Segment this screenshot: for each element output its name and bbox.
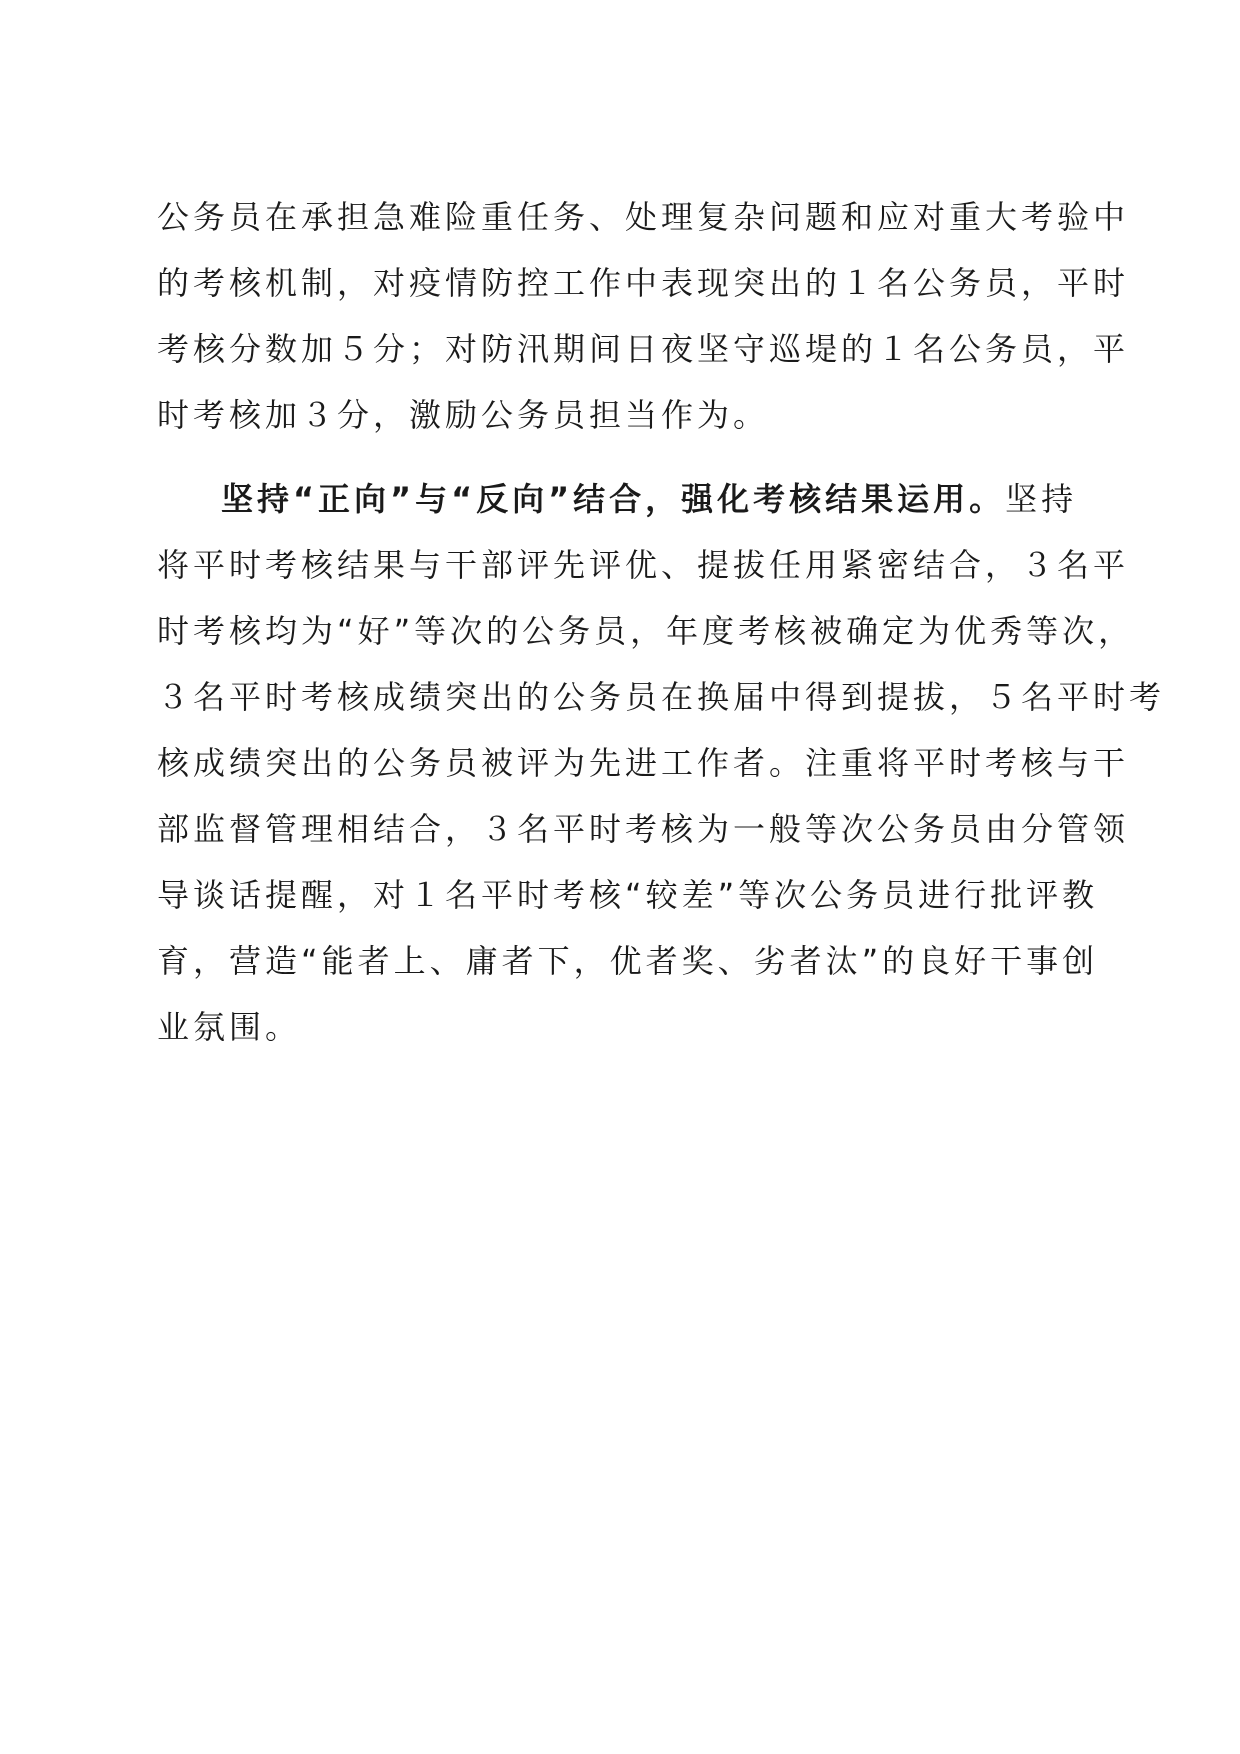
paragraph-line: 公务员在承担急难险重任务、处理复杂问题和应对重大考验中 bbox=[157, 198, 1130, 236]
paragraph-line: 部监督管理相结合，３名平时考核为一般等次公务员由分管领 bbox=[157, 810, 1130, 848]
paragraph-line: ３名平时考核成绩突出的公务员在换届中得到提拔，５名平时考 bbox=[157, 678, 1166, 716]
paragraph-first-line-text: 坚持 bbox=[1005, 480, 1078, 518]
paragraph-line: 将平时考核结果与干部评先评优、提拔任用紧密结合，３名平 bbox=[157, 546, 1130, 584]
paragraph-heading: 坚持“正向”与“反向”结合，强化考核结果运用。 bbox=[221, 480, 1006, 518]
paragraph-line: 考核分数加５分；对防汛期间日夜坚守巡堤的１名公务员，平 bbox=[157, 330, 1130, 368]
paragraph-line: 的考核机制，对疫情防控工作中表现突出的１名公务员，平时 bbox=[157, 264, 1130, 302]
paragraph-line: 导谈话提醒，对１名平时考核“较差”等次公务员进行批评教 bbox=[157, 876, 1099, 914]
paragraph-2 bbox=[157, 466, 1166, 1060]
paragraph-line: 时考核加３分，激励公务员担当作为。 bbox=[157, 396, 770, 434]
paragraph-first-line bbox=[157, 466, 1077, 532]
paragraph-line: 时考核均为“好”等次的公务员，年度考核被确定为优秀等次， bbox=[157, 612, 1135, 650]
paragraph-line: 业氛围。 bbox=[157, 1008, 302, 1046]
paragraph-line: 核成绩突出的公务员被评为先进工作者。注重将平时考核与干 bbox=[157, 744, 1130, 782]
paragraph-1 bbox=[157, 184, 1130, 448]
paragraph-line: 育，营造“能者上、庸者下，优者奖、劣者汰”的良好干事创 bbox=[157, 942, 1099, 980]
